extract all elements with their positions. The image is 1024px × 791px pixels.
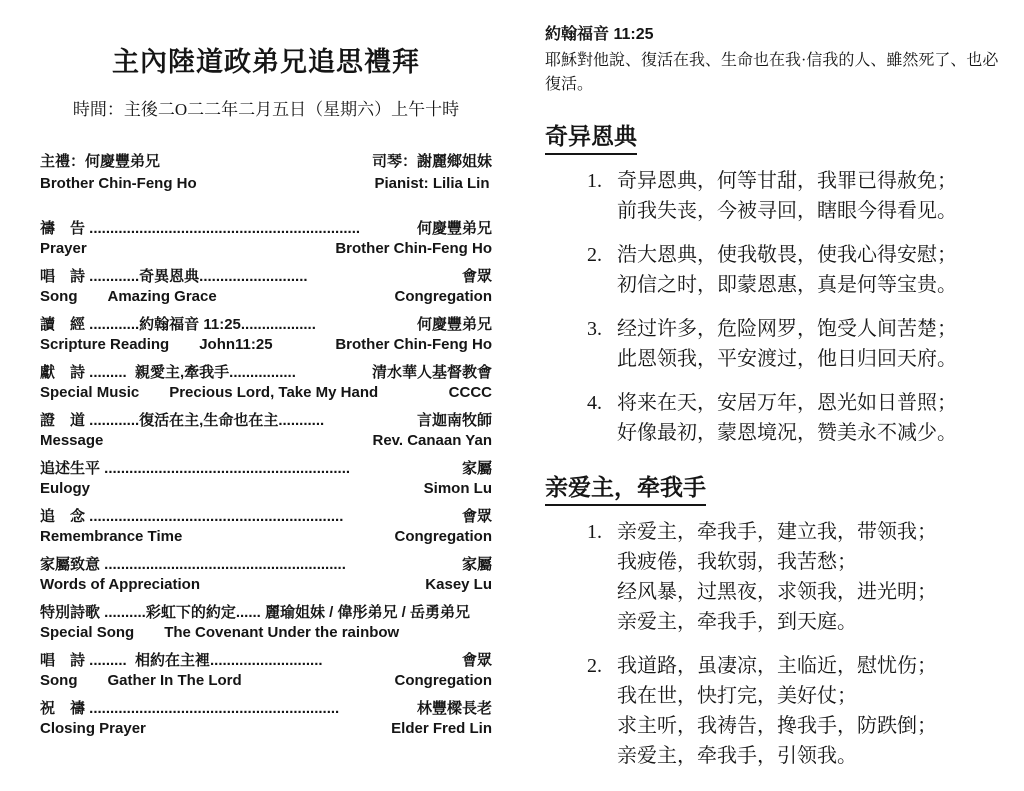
verse-line: 亲爱主，牵我手，引领我。 xyxy=(617,745,857,767)
program-item-en-label: Song xyxy=(40,672,78,689)
program-item-en-label: Special Music xyxy=(40,384,140,401)
program-item-cn-label: 唱 詩 ............奇異恩典.......................... xyxy=(40,268,308,285)
verse-lines xyxy=(617,240,1007,300)
verse-lines xyxy=(617,651,1007,771)
verse-line: 亲爱主，牵我手，到天庭。 xyxy=(617,611,857,633)
program-item-en-line xyxy=(40,335,492,355)
program-item-en-label: Eulogy xyxy=(40,480,91,497)
verse-line: 经风暴，过黑夜，求领我，进光明； xyxy=(617,581,937,603)
program-item-cn-person: 何慶豐弟兄 xyxy=(416,316,492,333)
verse-line: 好像最初，蒙恩境况，赞美永不减少。 xyxy=(617,422,957,444)
page-title: 主內陸道政弟兄追思禮拜 xyxy=(112,47,420,77)
program-item xyxy=(40,554,492,595)
program-item-cn-line xyxy=(40,218,492,239)
verse-number: 1. xyxy=(587,170,602,192)
program-item-en-song-title: Gather In The Lord xyxy=(107,672,242,689)
program-item-en-person: Congregation xyxy=(394,672,492,689)
program-item-en-song-title: Precious Lord, Take My Hand xyxy=(169,384,379,401)
host-name-en: Brother Chin-Feng Ho xyxy=(40,175,197,192)
program-item-en-label: Song xyxy=(40,288,78,305)
officiant-pianist xyxy=(372,151,492,195)
verse-line: 我在世，快打完，美好仗； xyxy=(617,685,857,707)
program-item xyxy=(40,410,492,451)
hymn-title: 奇异恩典 xyxy=(545,122,637,155)
program-item-en-line xyxy=(40,671,492,691)
verse-lines xyxy=(617,517,1007,637)
program-item-cn-line xyxy=(40,410,492,431)
program-item-cn-person: 家屬 xyxy=(461,460,492,477)
verse-number: 3. xyxy=(587,318,602,340)
hymn-verses xyxy=(545,517,1007,771)
program-item-cn-person: 會眾 xyxy=(461,268,492,285)
verse-line: 前我失丧，今被寻回，瞎眼今得看见。 xyxy=(617,200,957,222)
program-item-en-line xyxy=(40,431,492,451)
program-item-cn-person: 清水華人基督教會 xyxy=(371,364,492,381)
program-item xyxy=(40,698,492,739)
officiants-row xyxy=(40,151,492,195)
verse-line: 将来在天，安居万年，恩光如日普照； xyxy=(617,392,957,414)
hymn-verse xyxy=(587,651,1007,771)
program-item-en-line xyxy=(40,623,492,643)
program-item-en-label: Prayer xyxy=(40,240,87,257)
verse-lines xyxy=(617,388,1007,448)
program-item-cn-line xyxy=(40,266,492,287)
program-item xyxy=(40,266,492,307)
verse-line: 此恩领我，平安渡过，他日归回天府。 xyxy=(617,348,957,370)
program-item-cn-line xyxy=(40,506,492,527)
program-item-en-line xyxy=(40,575,492,595)
program-item xyxy=(40,602,492,643)
program-item-en-person: Congregation xyxy=(394,528,492,545)
hymn-verse xyxy=(587,240,1007,300)
program-item-cn-person: 會眾 xyxy=(461,652,492,669)
program-item-en-song-title: Amazing Grace xyxy=(107,288,217,305)
program-item-en-song-title: John11:25 xyxy=(199,336,273,353)
hymn-verse xyxy=(587,314,1007,374)
program-item-cn-person: 何慶豐弟兄 xyxy=(416,220,492,237)
program-item-cn-label: 家屬致意 .......................................................... xyxy=(40,556,346,573)
program-item-cn-label: 唱 詩 ......... 相約在主裡........................... xyxy=(40,652,323,669)
program-item xyxy=(40,362,492,403)
pianist-name-cn: 司琴：謝麗鄉姐妹 xyxy=(371,153,492,170)
scripture-reference: 約翰福音 11:25 xyxy=(545,26,654,43)
program-item-en-person: Rev. Canaan Yan xyxy=(372,432,492,449)
program-item-en-song-title: The Covenant Under the rainbow xyxy=(164,624,400,641)
program-item-en-label: Closing Prayer xyxy=(40,720,146,737)
program-item xyxy=(40,458,492,499)
verse-line: 求主听，我祷告，搀我手，防跌倒； xyxy=(617,715,937,737)
program-item-cn-line xyxy=(40,602,492,623)
program-list xyxy=(40,218,492,739)
pianist-name-en: Pianist: Lilia Lin xyxy=(374,175,490,192)
program-item-cn-person: 家屬 xyxy=(461,556,492,573)
verse-line: 经过许多，危险网罗，饱受人间苦楚； xyxy=(617,318,957,340)
hymn-verse xyxy=(587,517,1007,637)
program-item-en-label: Message xyxy=(40,432,104,449)
program-item-cn-label: 讀 經 ............約翰福音 11:25.................. xyxy=(40,316,316,333)
verse-number: 2. xyxy=(587,244,602,266)
program-item-cn-label: 禱 告 ................................................................. xyxy=(40,220,361,237)
verse-lines xyxy=(617,314,1007,374)
scripture-block xyxy=(545,24,1007,97)
program-item-en-line xyxy=(40,287,492,307)
program-item-cn-label: 獻 詩 ......... 親愛主,牽我手................ xyxy=(40,364,296,381)
verse-line: 亲爱主，牵我手，建立我，带领我； xyxy=(617,521,937,543)
verse-line: 奇异恩典，何等甘甜，我罪已得赦免； xyxy=(617,170,957,192)
program-item-en-line xyxy=(40,239,492,259)
program-item-cn-line xyxy=(40,650,492,671)
program-item-en-person: Congregation xyxy=(394,288,492,305)
program-item-en-person: Simon Lu xyxy=(423,480,492,497)
program-item-cn-line xyxy=(40,458,492,479)
scripture-verse-text: 耶穌對他說、復活在我、生命也在我·信我的人、雖然死了、也必復活。 xyxy=(545,52,999,93)
verse-line: 我道路，虽凄凉，主临近，慰忧伤； xyxy=(617,655,937,677)
hymns-list xyxy=(545,122,1007,771)
program-item xyxy=(40,314,492,355)
verse-line: 浩大恩典，使我敬畏，使我心得安慰； xyxy=(617,244,957,266)
officiant-host xyxy=(40,151,197,195)
service-datetime: 時間：主後二O二二年二月五日（星期六）上午十時 xyxy=(72,100,460,119)
verse-number: 2. xyxy=(587,655,602,677)
program-item-en-person: Brother Chin-Feng Ho xyxy=(335,336,492,353)
program-item-en-line xyxy=(40,479,492,499)
verse-lines xyxy=(617,166,1007,226)
program-item-cn-label: 證 道 ............復活在主,生命也在主........... xyxy=(40,412,325,429)
program-item-cn-line xyxy=(40,554,492,575)
hymn-verse xyxy=(587,388,1007,448)
program-item-cn-label: 祝 禱 ............................................................ xyxy=(40,700,340,717)
program-item-en-label: Scripture Reading xyxy=(40,336,170,353)
program-item xyxy=(40,650,492,691)
program-item-en-person: CCCC xyxy=(448,384,492,401)
program-item-cn-person: 會眾 xyxy=(461,508,492,525)
program-item-en-person: Elder Fred Lin xyxy=(391,720,492,737)
program-item-cn-line xyxy=(40,362,492,383)
host-name-cn: 主禮：何慶豐弟兄 xyxy=(40,153,161,170)
scripture-and-hymns-column xyxy=(545,24,1007,771)
hymn-verse xyxy=(587,166,1007,226)
program-item-cn-label: 特別詩歌 ..........彩虹下的約定...... 麗瑜姐妹 / 偉彤弟兄 / 岳勇弟兄 xyxy=(40,604,471,621)
program-item xyxy=(40,218,492,259)
hymn-verses xyxy=(545,166,1007,448)
program-item-en-label: Remembrance Time xyxy=(40,528,183,545)
program-item-cn-person: 林豐樑長老 xyxy=(416,700,492,717)
program-item-en-label: Words of Appreciation xyxy=(40,576,201,593)
program-item-en-line xyxy=(40,383,492,403)
program-item-cn-line xyxy=(40,314,492,335)
program-item-en-person: Kasey Lu xyxy=(425,576,492,593)
program-item-en-line xyxy=(40,719,492,739)
program-item-cn-person: 言迦南牧師 xyxy=(416,412,492,429)
program-item xyxy=(40,506,492,547)
program-item-cn-label: 追述生平 ........................................................... xyxy=(40,460,351,477)
hymn-title: 亲爱主，牵我手 xyxy=(545,473,706,506)
verse-line: 初信之时，即蒙恩惠，真是何等宝贵。 xyxy=(617,274,957,296)
hymn-block xyxy=(545,122,1007,448)
verse-number: 1. xyxy=(587,521,602,543)
verse-line: 我疲倦，我软弱，我苦愁； xyxy=(617,551,857,573)
verse-number: 4. xyxy=(587,392,602,414)
program-item-en-person: Brother Chin-Feng Ho xyxy=(335,240,492,257)
program-item-en-label: Special Song xyxy=(40,624,135,641)
program-item-cn-label: 追 念 ............................................................. xyxy=(40,508,344,525)
hymn-block xyxy=(545,473,1007,771)
program-item-cn-line xyxy=(40,698,492,719)
order-of-service-column xyxy=(40,46,492,746)
program-item-en-line xyxy=(40,527,492,547)
